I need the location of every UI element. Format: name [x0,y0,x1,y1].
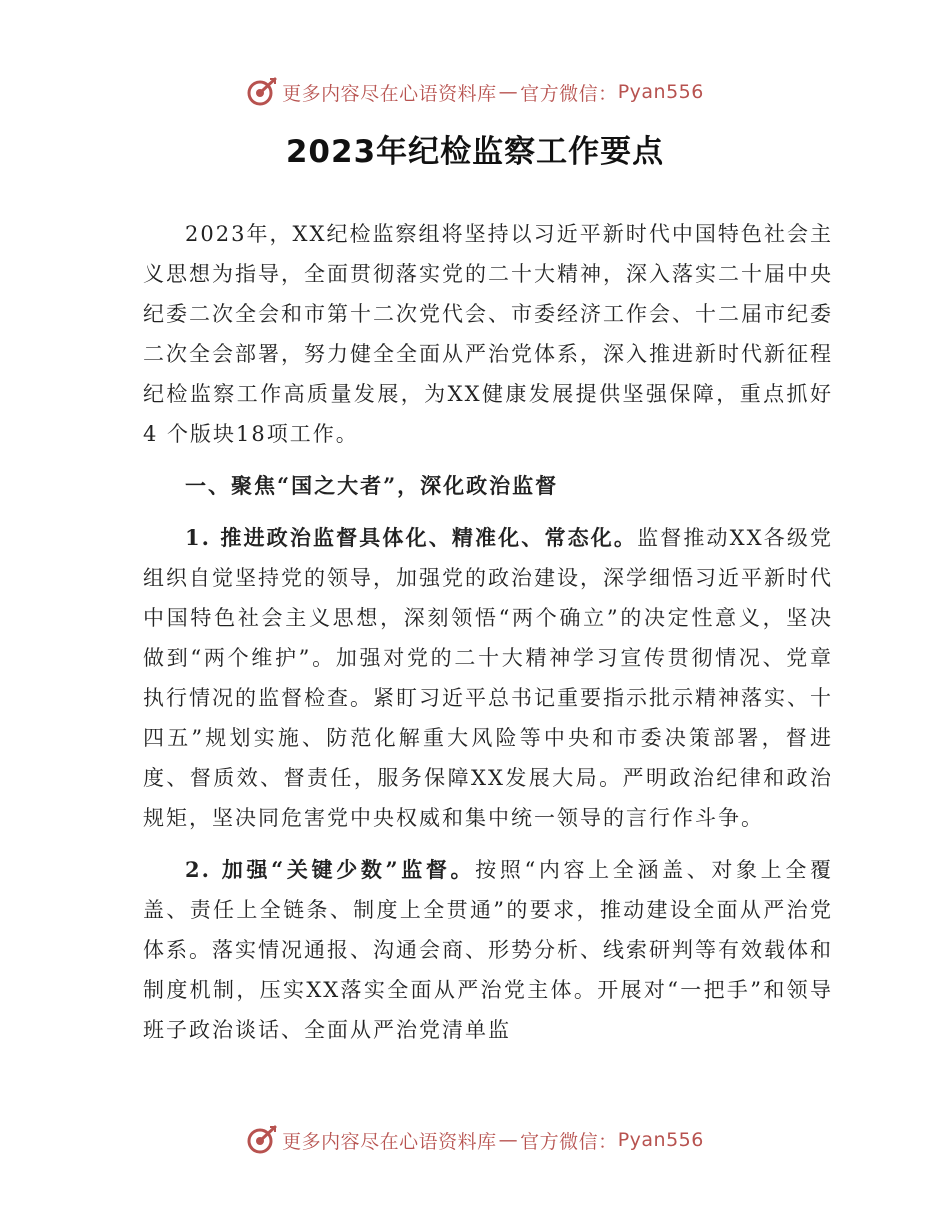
watermark-separator: — [498,1129,519,1151]
item-text: 监督推动XX各级党组织自觉坚持党的领导，加强党的政治建设，深学细悟习近平新时代中国特色社会主义思想，深刻领悟“两个确立”的决定性意义，坚决做到“两个维护”。加强对党的二十大精神学习宣传贯彻情况、党章执行情况的监督检查。紧盯习近平总书记重要指示批示精神落实、十四五”规划实施、防范化解重大风险等中央和市委决策部署，督进度、督质效、督责任，服务保障XX发展大局。严明政治纪律和政治规矩，坚决同危害党中央权威和集中统一领导的言行作斗争。 [143,526,834,830]
document-title: 2023年纪检监察工作要点 [285,134,665,170]
intro-paragraph: 2023年，XX纪检监察组将坚持以习近平新时代中国特色社会主义思想为指导，全面贯彻落实党的二十大精神，深入落实二十届中央纪委二次全会和市第十二次党代会、市委经济工作会、十二届市纪委二次全会部署，努力健全全面从严治党体系，深入推进新时代新征程纪检监察工作高质量发展，为XX健康发展提供坚强保障，重点抓好 4 个版块18项工作。 [143,222,833,446]
watermark-footer [0,1120,950,1160]
item-lead: 1. 推进政治监督具体化、精准化、常态化。 [185,525,638,550]
watermark-text: 更多内容尽在心语资料库 [282,82,497,105]
section-heading: 一、聚焦“国之大者”，深化政治监督 [185,473,559,498]
item-paragraph [143,518,833,838]
logo-icon [246,76,278,108]
watermark-wechat-id: Pyan556 [617,81,704,103]
logo-icon [246,1124,278,1156]
watermark-separator: — [498,81,519,103]
watermark-text: 更多内容尽在心语资料库 [282,1130,497,1153]
item-text: 按照“内容上全涵盖、对象上全覆盖、责任上全链条、制度上全贯通”的要求，推动建设全面从严治党体系。落实情况通报、沟通会商、形势分析、线索研判等有效载体和制度机制，压实XX落实全面从严治党主体。开展对“一把手”和领导班子政治谈话、全面从严治党清单监 [143,858,833,1042]
watermark-suffix: 官方微信： [520,82,618,105]
document-body [143,214,833,1050]
item-lead: 2. 加强“关键少数”监督。 [185,857,476,882]
item-paragraph [143,850,833,1050]
watermark-suffix: 官方微信： [520,1130,618,1153]
watermark-header [0,72,950,112]
watermark-wechat-id: Pyan556 [617,1129,704,1151]
